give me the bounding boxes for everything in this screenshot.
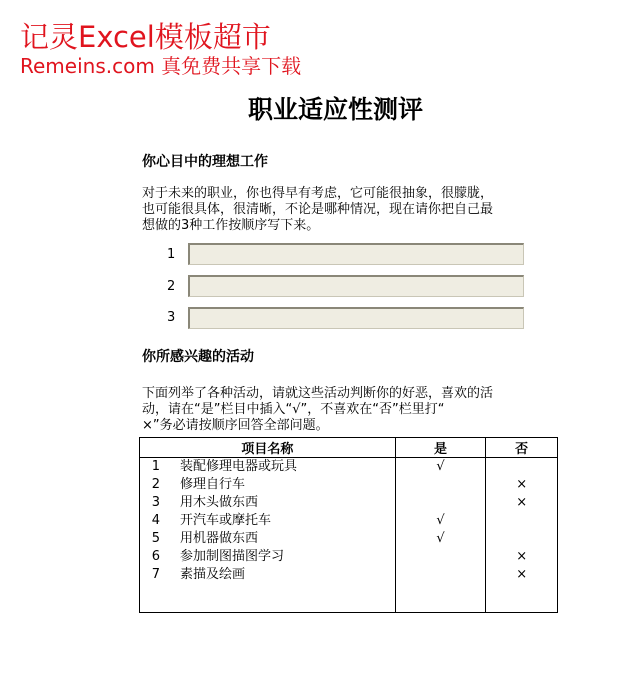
activity-cell — [140, 566, 396, 584]
ideal-job-2-input[interactable] — [188, 275, 524, 297]
row-index: 6 — [151, 549, 160, 564]
yes-cell[interactable]: √ — [395, 512, 486, 530]
no-cell[interactable]: × — [486, 494, 558, 512]
activity-name: 开汽车或摩托车 — [180, 513, 272, 528]
yes-cell[interactable] — [395, 494, 486, 512]
no-cell[interactable]: × — [486, 476, 558, 494]
header-item-name: 项目名称 — [140, 438, 396, 458]
table-row — [140, 494, 558, 512]
yes-cell[interactable] — [395, 476, 486, 494]
intro-line: 想做的3种工作按顺序写下来。 — [142, 218, 320, 233]
activity-cell — [140, 476, 396, 494]
yes-cell[interactable]: √ — [395, 458, 486, 477]
activity-name: 用机器做东西 — [180, 531, 259, 546]
table-filler-row — [140, 584, 558, 613]
no-cell[interactable]: × — [486, 566, 558, 584]
row-index: 1 — [151, 459, 160, 474]
activities-table — [139, 437, 558, 613]
intro-line: 对于未来的职业，你也得早有考虑，它可能很抽象，很朦胧， — [142, 186, 494, 201]
intro-line: ×”务必请按顺序回答全部问题。 — [142, 418, 329, 433]
row-index: 4 — [151, 513, 160, 528]
no-cell[interactable] — [486, 512, 558, 530]
table-row — [140, 476, 558, 494]
intro-line: 也可能很具体，很清晰，不论是哪种情况，现在请你把自己最 — [142, 202, 494, 217]
row-index: 5 — [151, 531, 160, 546]
section-interests-heading: 你所感兴趣的活动 — [142, 349, 254, 365]
document-title: 职业适应性测评 — [248, 95, 424, 124]
activity-name: 参加制图描图学习 — [180, 549, 285, 564]
no-cell[interactable] — [486, 458, 558, 477]
activity-cell — [140, 494, 396, 512]
activity-cell — [140, 548, 396, 566]
section-ideal-job-intro — [142, 186, 546, 234]
job-3-number: 3 — [167, 310, 176, 325]
row-index: 7 — [151, 567, 160, 582]
watermark-line-1: 记灵Excel模板超市 — [20, 20, 271, 54]
ideal-job-3-input[interactable] — [188, 307, 524, 329]
empty-cell — [486, 584, 558, 613]
activity-cell — [140, 512, 396, 530]
job-1-number: 1 — [167, 247, 176, 262]
header-no: 否 — [486, 438, 558, 458]
no-cell[interactable]: × — [486, 548, 558, 566]
table-row — [140, 548, 558, 566]
table-row — [140, 512, 558, 530]
activity-name: 素描及绘画 — [180, 567, 246, 582]
no-cell[interactable] — [486, 530, 558, 548]
empty-cell — [140, 584, 396, 613]
row-index: 3 — [151, 495, 160, 510]
yes-cell[interactable] — [395, 548, 486, 566]
table-header-row — [140, 438, 558, 458]
yes-cell[interactable]: √ — [395, 530, 486, 548]
activity-cell — [140, 458, 396, 477]
yes-cell[interactable] — [395, 566, 486, 584]
activity-name: 修理自行车 — [180, 477, 246, 492]
activity-name: 用木头做东西 — [180, 495, 259, 510]
intro-line: 动，请在“是”栏目中插入“√”，不喜欢在“否”栏里打“ — [142, 402, 445, 417]
header-yes: 是 — [395, 438, 486, 458]
section-interests-intro — [142, 386, 546, 434]
intro-line: 下面列举了各种活动，请就这些活动判断你的好恶，喜欢的活 — [142, 386, 494, 401]
table-row — [140, 458, 558, 477]
row-index: 2 — [151, 477, 160, 492]
activity-cell — [140, 530, 396, 548]
job-2-number: 2 — [167, 279, 176, 294]
section-ideal-job-heading: 你心目中的理想工作 — [142, 154, 268, 170]
activity-name: 装配修理电器或玩具 — [180, 459, 298, 474]
table-row — [140, 566, 558, 584]
empty-cell — [395, 584, 486, 613]
ideal-job-1-input[interactable] — [188, 243, 524, 265]
table-row — [140, 530, 558, 548]
watermark-line-2: Remeins.com 真免费共享下载 — [20, 54, 302, 78]
